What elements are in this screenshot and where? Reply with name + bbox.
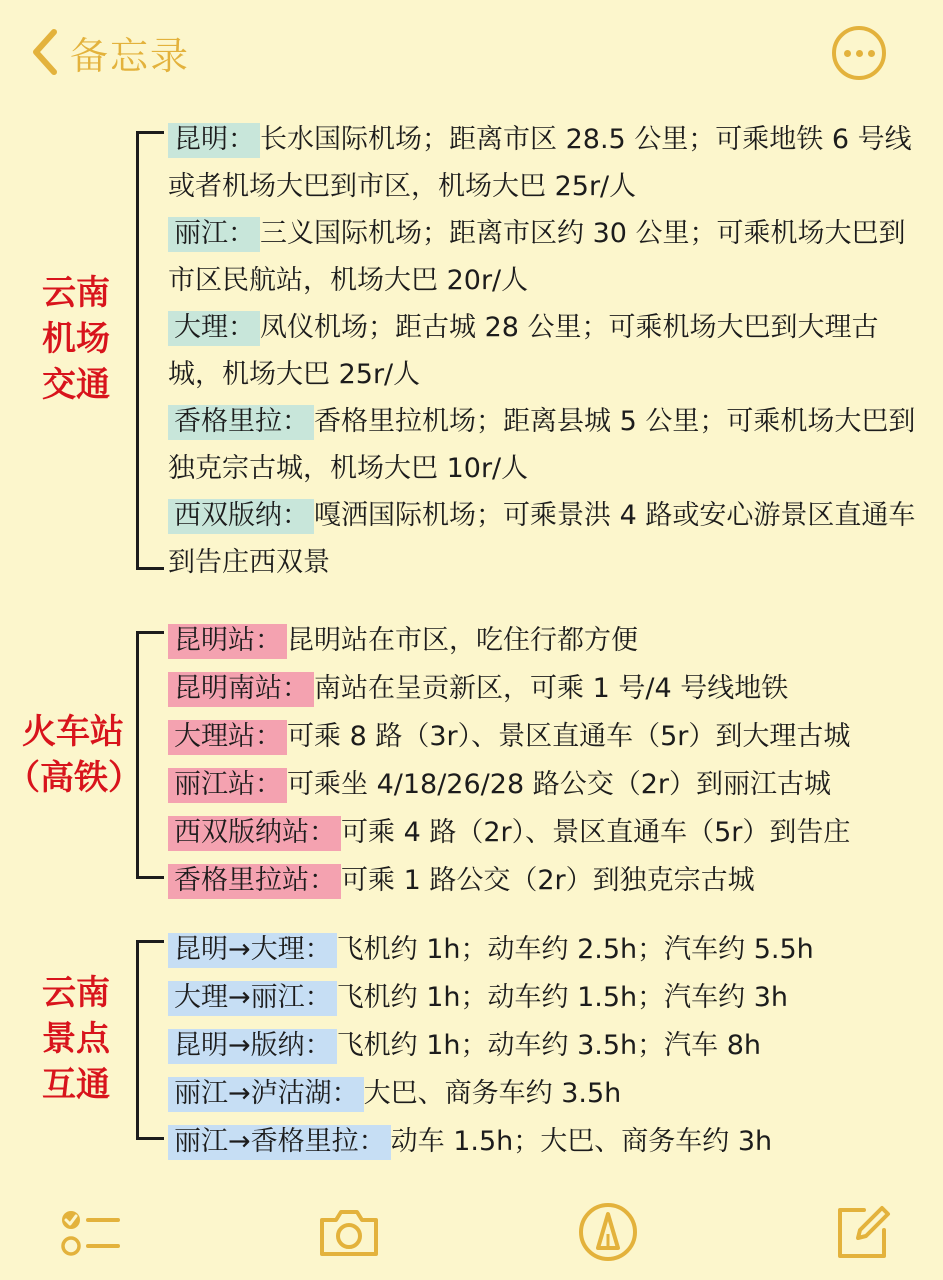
checklist-button[interactable] xyxy=(58,1200,122,1264)
entry-text: 可乘 8 路（3r）、景区直通车（5r）到大理古城 xyxy=(287,721,851,752)
city-tag: 大理： xyxy=(168,311,260,346)
section-title: 云南 景点 互通 xyxy=(42,973,110,1105)
more-dot-icon xyxy=(868,50,875,57)
bracket-tick xyxy=(136,631,164,634)
list-item xyxy=(168,210,916,304)
station-tag: 西双版纳站： xyxy=(168,816,341,851)
list-item xyxy=(168,809,916,857)
bracket-tick xyxy=(136,131,164,134)
camera-icon xyxy=(316,1200,382,1264)
entry-list xyxy=(168,116,916,586)
station-tag: 昆明站： xyxy=(168,624,287,659)
entry-list xyxy=(168,926,916,1166)
entry-list xyxy=(168,617,916,905)
more-dot-icon xyxy=(844,50,851,57)
route-tag: 大理→丽江： xyxy=(168,981,337,1016)
list-item xyxy=(168,1022,916,1070)
entry-text: 昆明站在市区，吃住行都方便 xyxy=(287,625,638,656)
entry-text: 南站在呈贡新区，可乘 1 号/4 号线地铁 xyxy=(314,673,789,704)
camera-button[interactable] xyxy=(316,1200,382,1264)
chevron-left-icon xyxy=(30,28,60,76)
list-item xyxy=(168,1118,916,1166)
pen-tip-icon xyxy=(576,1200,640,1264)
route-tag: 昆明→大理： xyxy=(168,933,337,968)
back-label: 备忘录 xyxy=(70,33,191,78)
city-tag: 香格里拉： xyxy=(168,405,314,440)
entry-text: 可乘 4 路（2r）、景区直通车（5r）到告庄 xyxy=(341,817,851,848)
more-dot-icon xyxy=(856,50,863,57)
entry-text: 可乘坐 4/18/26/28 路公交（2r）到丽江古城 xyxy=(287,769,831,800)
entry-text: 动车 1.5h；大巴、商务车约 3h xyxy=(390,1126,773,1157)
station-tag: 昆明南站： xyxy=(168,672,314,707)
station-tag: 大理站： xyxy=(168,720,287,755)
entry-text: 长水国际机场；距离市区 28.5 公里；可乘地铁 6 号线或者机场大巴到市区，机场大巴 25r/人 xyxy=(168,124,912,202)
list-item xyxy=(168,492,916,586)
list-item xyxy=(168,665,916,713)
bracket-line xyxy=(136,631,139,879)
entry-text: 飞机约 1h；动车约 1.5h；汽车约 3h xyxy=(336,982,789,1013)
list-item xyxy=(168,713,916,761)
section-title: 火车站 （高铁） xyxy=(6,712,142,798)
entry-text: 嘎洒国际机场；可乘景洪 4 路或安心游景区直通车到告庄西双景 xyxy=(168,500,916,578)
bracket-tick xyxy=(136,940,164,943)
back-button[interactable] xyxy=(30,24,190,80)
bracket-tick xyxy=(136,567,164,570)
station-tag: 丽江站： xyxy=(168,768,287,803)
route-tag: 昆明→版纳： xyxy=(168,1029,337,1064)
station-tag: 香格里拉站： xyxy=(168,864,341,899)
markup-button[interactable] xyxy=(576,1200,640,1264)
entry-text: 飞机约 1h；动车约 2.5h；汽车约 5.5h xyxy=(336,934,814,965)
route-tag: 丽江→泸沽湖： xyxy=(168,1077,364,1112)
list-item xyxy=(168,398,916,492)
checklist-icon xyxy=(58,1200,122,1264)
city-tag: 昆明： xyxy=(168,123,260,158)
section-title: 云南 机场 交通 xyxy=(42,273,110,405)
list-item xyxy=(168,304,916,398)
entry-text: 香格里拉机场；距离县城 5 公里；可乘机场大巴到独克宗古城，机场大巴 10r/人 xyxy=(168,406,916,484)
list-item xyxy=(168,761,916,809)
entry-text: 凤仪机场；距古城 28 公里；可乘机场大巴到大理古城，机场大巴 25r/人 xyxy=(168,312,879,390)
list-item xyxy=(168,116,916,210)
compose-button[interactable] xyxy=(830,1200,894,1264)
entry-text: 三义国际机场；距离市区约 30 公里；可乘机场大巴到市区民航站，机场大巴 20r/人 xyxy=(168,218,906,296)
route-tag: 丽江→香格里拉： xyxy=(168,1125,391,1160)
list-item xyxy=(168,1070,916,1118)
entry-text: 飞机约 1h；动车约 3.5h；汽车 8h xyxy=(336,1030,762,1061)
top-bar xyxy=(0,0,943,100)
entry-text: 大巴、商务车约 3.5h xyxy=(363,1078,622,1109)
bracket-tick xyxy=(136,876,164,879)
city-tag: 西双版纳： xyxy=(168,499,314,534)
bracket-tick xyxy=(136,1137,164,1140)
city-tag: 丽江： xyxy=(168,217,260,252)
entry-text: 可乘 1 路公交（2r）到独克宗古城 xyxy=(341,865,755,896)
bracket-line xyxy=(136,940,139,1140)
bottom-toolbar xyxy=(0,1188,943,1280)
more-button[interactable] xyxy=(832,26,886,80)
compose-icon xyxy=(830,1200,894,1264)
list-item xyxy=(168,617,916,665)
bracket-line xyxy=(136,131,139,570)
list-item xyxy=(168,857,916,905)
list-item xyxy=(168,974,916,1022)
list-item xyxy=(168,926,916,974)
